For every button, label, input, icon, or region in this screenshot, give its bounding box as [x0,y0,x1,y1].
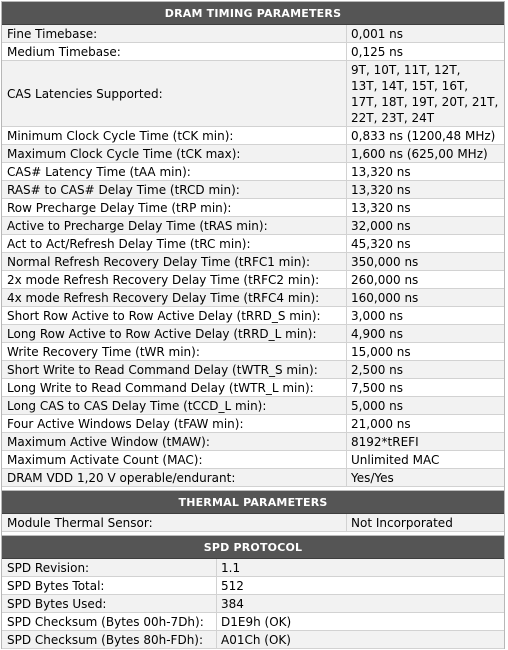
table-row [2,379,504,397]
row-value: 45,320 ns [351,236,411,251]
spd-protocol-table [2,559,504,649]
row-value: 9T, 10T, 11T, 12T, 13T, 14T, 15T, 16T, 17T, 18T, 19T, 20T, 21T, 22T, 23T, 24T [351,62,499,125]
row-label: CAS Latencies Supported: [2,61,347,126]
row-value: 160,000 ns [351,290,419,305]
row-label: SPD Checksum (Bytes 80h-FDh): [2,631,217,648]
thermal-header: THERMAL PARAMETERS [2,491,504,514]
table-row [2,631,504,649]
row-label: RAS# to CAS# Delay Time (tRCD min): [2,181,347,198]
row-label: 4x mode Refresh Recovery Delay Time (tRFC4 min): [2,289,347,306]
row-label: Maximum Active Window (tMAW): [2,433,347,450]
row-value: 21,000 ns [351,416,411,431]
table-row [2,235,504,253]
row-value: 1.1 [221,560,241,575]
row-label: Row Precharge Delay Time (tRP min): [2,199,347,216]
row-label: Normal Refresh Recovery Delay Time (tRFC1 min): [2,253,347,270]
row-label: Active to Precharge Delay Time (tRAS min): [2,217,347,234]
table-row [2,595,504,613]
table-row [2,181,504,199]
row-label: 2x mode Refresh Recovery Delay Time (tRFC2 min): [2,271,347,288]
table-row [2,514,504,532]
row-value: D1E9h (OK) [221,614,292,629]
table-row [2,577,504,595]
table-row [2,613,504,631]
table-row [2,469,504,487]
table-row [2,43,504,61]
row-label: Maximum Activate Count (MAC): [2,451,347,468]
row-value: Yes/Yes [351,470,394,485]
table-row [2,433,504,451]
row-label: Medium Timebase: [2,43,347,60]
table-row [2,397,504,415]
row-label: Long Row Active to Row Active Delay (tRRD_L min): [2,325,347,342]
row-value: A01Ch (OK) [221,632,291,647]
table-row [2,145,504,163]
row-label: CAS# Latency Time (tAA min): [2,163,347,180]
table-row [2,325,504,343]
row-value: 4,900 ns [351,326,404,341]
row-value: Not Incorporated [351,515,453,530]
row-value: 7,500 ns [351,380,404,395]
dram-timing-table [2,25,504,487]
row-value: Unlimited MAC [351,452,440,467]
row-label: Short Row Active to Row Active Delay (tRRD_S min): [2,307,347,324]
row-label: DRAM VDD 1,20 V operable/endurant: [2,469,347,486]
row-label: Minimum Clock Cycle Time (tCK min): [2,127,347,144]
row-value: 2,500 ns [351,362,404,377]
row-label: SPD Bytes Total: [2,577,217,594]
row-label: Short Write to Read Command Delay (tWTR_S min): [2,361,347,378]
row-value: 5,000 ns [351,398,404,413]
table-row [2,127,504,145]
table-row [2,307,504,325]
row-label: Long Write to Read Command Delay (tWTR_L min): [2,379,347,396]
row-value: 512 [221,578,244,593]
table-row [2,253,504,271]
table-row [2,25,504,43]
row-label: Four Active Windows Delay (tFAW min): [2,415,347,432]
spd-protocol-header: SPD PROTOCOL [2,536,504,559]
table-row [2,559,504,577]
row-label: Module Thermal Sensor: [2,514,347,531]
row-value: 0,125 ns [351,44,404,59]
table-row [2,289,504,307]
row-value: 13,320 ns [351,164,411,179]
row-value: 13,320 ns [351,200,411,215]
row-value: 8192*tREFI [351,434,419,449]
row-label: Fine Timebase: [2,25,347,42]
dram-timing-header: DRAM TIMING PARAMETERS [2,2,504,25]
row-value: 32,000 ns [351,218,411,233]
table-row [2,217,504,235]
table-row [2,451,504,469]
table-row [2,415,504,433]
row-label: Maximum Clock Cycle Time (tCK max): [2,145,347,162]
table-row [2,361,504,379]
row-value: 1,600 ns (625,00 MHz) [351,146,488,161]
row-value: 3,000 ns [351,308,404,323]
spd-info-panel [1,1,505,649]
row-label: SPD Bytes Used: [2,595,217,612]
table-row [2,199,504,217]
row-label: SPD Revision: [2,559,217,576]
row-value: 384 [221,596,244,611]
table-row [2,163,504,181]
row-value: 260,000 ns [351,272,419,287]
row-value: 0,001 ns [351,26,404,41]
row-value: 350,000 ns [351,254,419,269]
row-label: Write Recovery Time (tWR min): [2,343,347,360]
table-row [2,343,504,361]
row-label: Long CAS to CAS Delay Time (tCCD_L min): [2,397,347,414]
row-value: 15,000 ns [351,344,411,359]
row-label: SPD Checksum (Bytes 00h-7Dh): [2,613,217,630]
table-row [2,271,504,289]
row-value: 13,320 ns [351,182,411,197]
row-value: 0,833 ns (1200,48 MHz) [351,128,496,143]
table-row [2,61,504,127]
row-label: Act to Act/Refresh Delay Time (tRC min): [2,235,347,252]
thermal-table [2,514,504,532]
